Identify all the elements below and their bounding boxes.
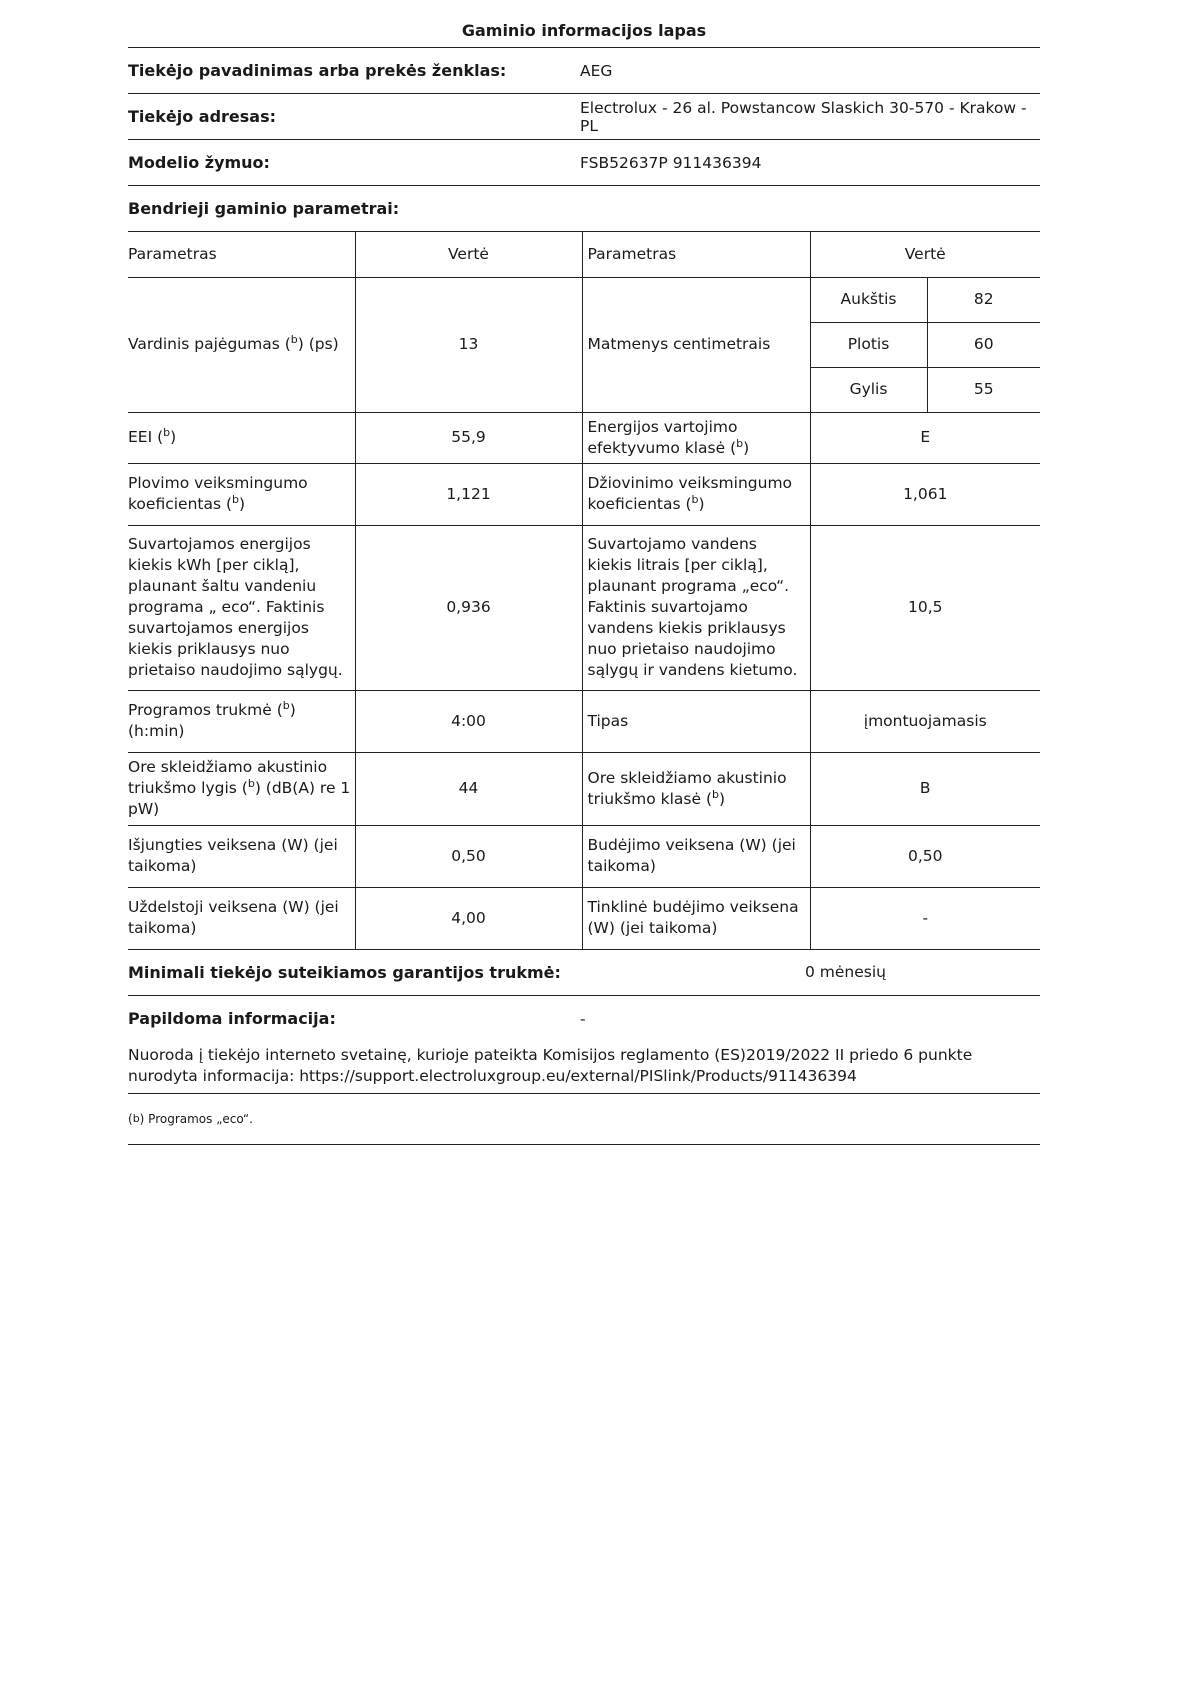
document-title: Gaminio informacijos lapas bbox=[128, 0, 1040, 48]
supplier-row bbox=[128, 48, 1040, 94]
program-duration-label: Programos trukmė ($^b$) (h:min) bbox=[128, 690, 355, 752]
type-label: Tipas bbox=[582, 690, 810, 752]
noise-class-label: Ore skleidžiamo akustinio triukšmo klasė ($^b$) bbox=[582, 752, 810, 825]
warranty-row bbox=[128, 950, 1040, 996]
networked-standby-label: Tinklinė budėjimo veiksena (W) (jei taikoma) bbox=[582, 887, 810, 949]
address-label: Tiekėjo adresas: bbox=[128, 107, 277, 126]
networked-standby-value: - bbox=[810, 887, 1040, 949]
energy-consumption-value: 0,936 bbox=[355, 525, 582, 690]
table-row bbox=[128, 463, 1040, 525]
type-value: įmontuojamasis bbox=[810, 690, 1040, 752]
supplier-label: Tiekėjo pavadinimas arba prekės ženklas: bbox=[128, 61, 507, 80]
dimensions-label: Matmenys centimetrais bbox=[582, 277, 810, 412]
supplier-website-link[interactable]: Nuoroda į tiekėjo interneto svetainę, kurioje pateikta Komisijos reglamento (ES)2019/2022 II priedo 6 punkte nurodyta informacija: https://support.electroluxgroup.eu/external/PISlink/Products/911436394 bbox=[128, 1042, 1040, 1094]
address-row bbox=[128, 94, 1040, 140]
energy-class-label: Energijos vartojimo efektyvumo klasė ($^b$) bbox=[582, 412, 810, 463]
drying-index-label: Džiovinimo veiksmingumo koeficientas ($^b$) bbox=[582, 463, 810, 525]
header-parameter-1: Parametras bbox=[128, 232, 355, 277]
program-duration-value: 4:00 bbox=[355, 690, 582, 752]
delay-start-value: 4,00 bbox=[355, 887, 582, 949]
additional-info-row bbox=[128, 996, 1040, 1042]
depth-value: 55 bbox=[927, 367, 1040, 412]
rated-capacity-label: Vardinis pajėgumas ($^b$) (ps) bbox=[128, 277, 355, 412]
drying-index-value: 1,061 bbox=[810, 463, 1040, 525]
water-consumption-value: 10,5 bbox=[810, 525, 1040, 690]
header-value-2: Vertė bbox=[810, 232, 1040, 277]
model-label: Modelio žymuo: bbox=[128, 153, 270, 172]
table-row bbox=[128, 277, 1040, 322]
delay-start-label: Uždelstoji veiksena (W) (jei taikoma) bbox=[128, 887, 355, 949]
table-row bbox=[128, 525, 1040, 690]
rated-capacity-value: 13 bbox=[355, 277, 582, 412]
energy-consumption-label: Suvartojamos energijos kiekis kWh [per ciklą], plaunant šaltu vandeniu programa „ eco“. Faktinis suvartojamos energijos kiekis priklausys nuo prietaiso naudojimo sąlygų. bbox=[128, 525, 355, 690]
eei-label: EEI ($^b$) bbox=[128, 412, 355, 463]
off-mode-label: Išjungties veiksena (W) (jei taikoma) bbox=[128, 825, 355, 887]
off-mode-value: 0,50 bbox=[355, 825, 582, 887]
depth-label: Gylis bbox=[810, 367, 927, 412]
table-row bbox=[128, 412, 1040, 463]
table-row bbox=[128, 887, 1040, 949]
table-row bbox=[128, 825, 1040, 887]
footnote-text: ) Programos „eco“. bbox=[139, 1111, 253, 1126]
model-row bbox=[128, 140, 1040, 186]
noise-emission-label: Ore skleidžiamo akustinio triukšmo lygis ($^b$) (dB(A) re 1 pW) bbox=[128, 752, 355, 825]
footnote: ( b ) Programos „eco“. bbox=[128, 1094, 1040, 1145]
supplier-value: AEG bbox=[580, 61, 613, 80]
header-value-1: Vertė bbox=[355, 232, 582, 277]
table-row bbox=[128, 752, 1040, 825]
warranty-value: 0 mėnesių bbox=[805, 963, 886, 981]
address-value: Electrolux - 26 al. Powstancow Slaskich 30-570 - Krakow - PL bbox=[580, 98, 1027, 135]
energy-class-value: E bbox=[810, 412, 1040, 463]
product-information-sheet bbox=[128, 0, 1040, 1145]
additional-info-value: - bbox=[580, 1009, 586, 1028]
general-parameters-heading: Bendrieji gaminio parametrai: bbox=[128, 186, 1040, 232]
cleaning-index-label: Plovimo veiksmingumo koeficientas ($^b$) bbox=[128, 463, 355, 525]
table-header-row bbox=[128, 232, 1040, 277]
cleaning-index-value: 1,121 bbox=[355, 463, 582, 525]
noise-class-value: B bbox=[810, 752, 1040, 825]
warranty-label: Minimali tiekėjo suteikiamos garantijos trukmė: bbox=[128, 962, 561, 982]
noise-emission-value: 44 bbox=[355, 752, 582, 825]
height-value: 82 bbox=[927, 277, 1040, 322]
additional-info-label: Papildoma informacija: bbox=[128, 1009, 336, 1028]
width-label: Plotis bbox=[810, 322, 927, 367]
width-value: 60 bbox=[927, 322, 1040, 367]
eei-value: 55,9 bbox=[355, 412, 582, 463]
table-row bbox=[128, 690, 1040, 752]
standby-mode-label: Budėjimo veiksena (W) (jei taikoma) bbox=[582, 825, 810, 887]
height-label: Aukštis bbox=[810, 277, 927, 322]
standby-mode-value: 0,50 bbox=[810, 825, 1040, 887]
parameters-table bbox=[128, 232, 1040, 950]
model-value: FSB52637P 911436394 bbox=[580, 153, 762, 172]
header-parameter-2: Parametras bbox=[582, 232, 810, 277]
water-consumption-label: Suvartojamo vandens kiekis litrais [per ciklą], plaunant programa „eco“. Faktinis suvartojamo vandens kiekis priklausys nuo prietaiso naudojimo sąlygų ir vandens kietumo. bbox=[582, 525, 810, 690]
